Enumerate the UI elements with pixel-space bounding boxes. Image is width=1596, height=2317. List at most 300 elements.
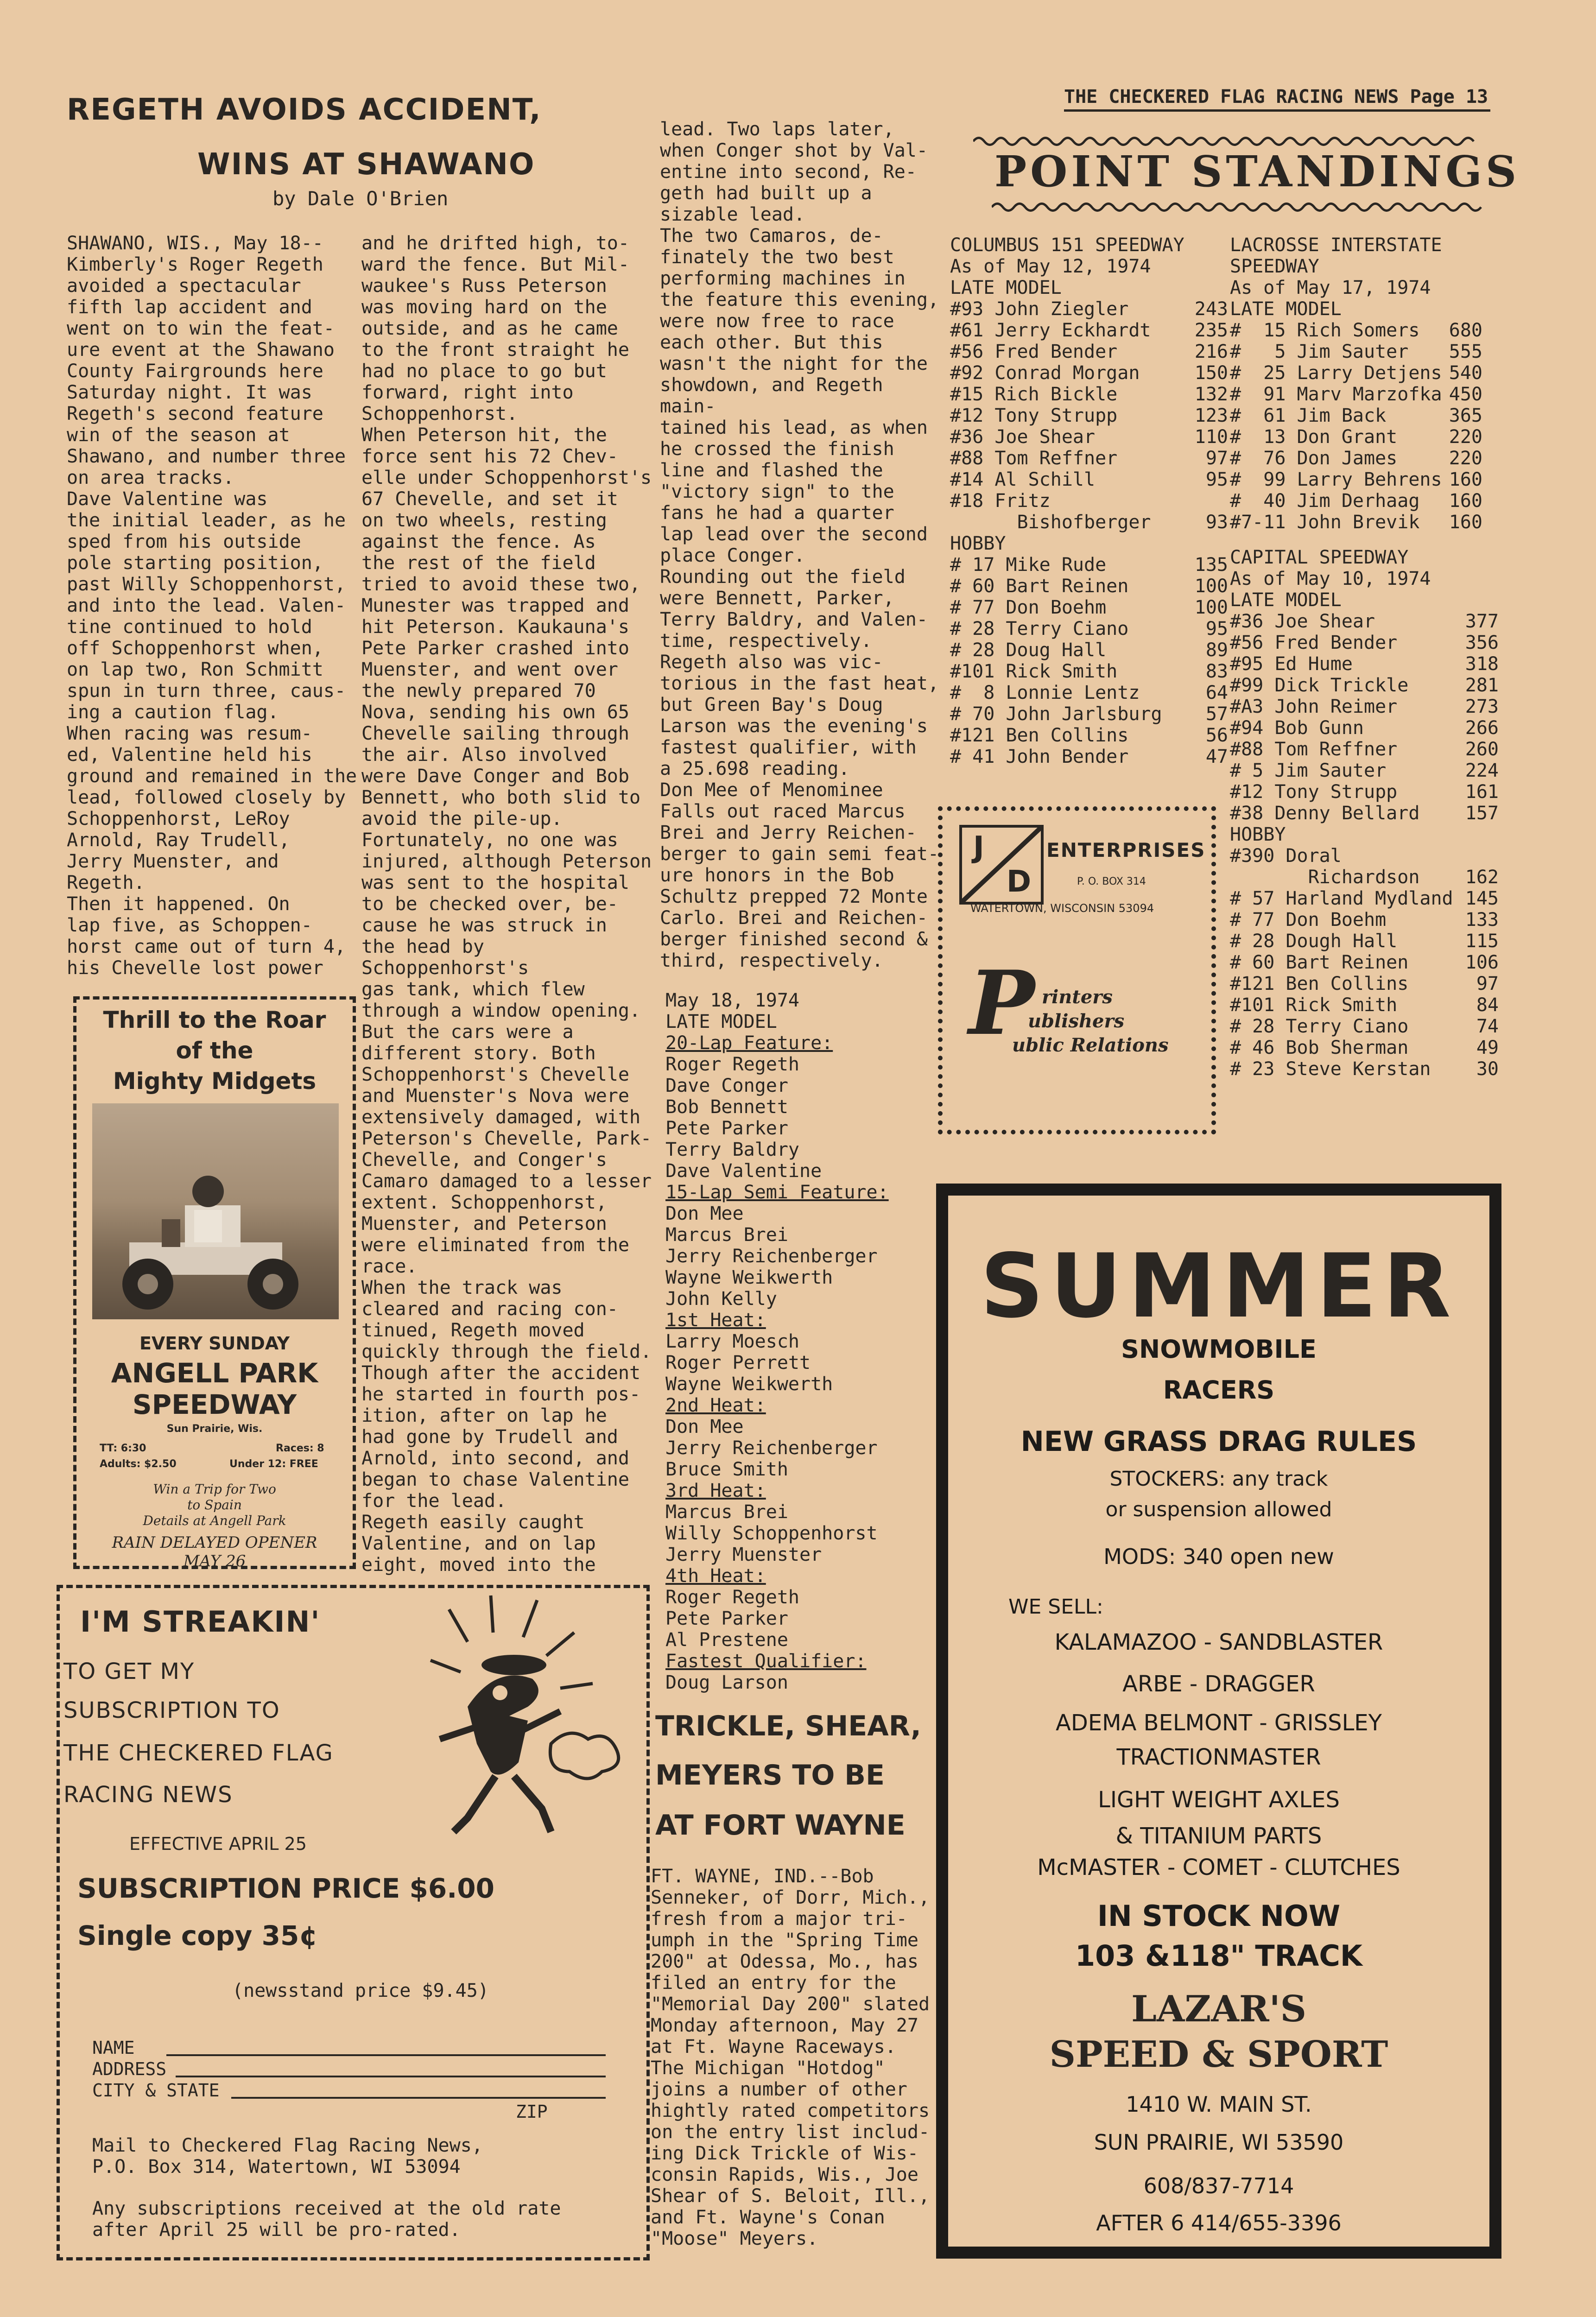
results-entry: Roger Regeth <box>665 1054 799 1075</box>
standings-columbus-late-label: LATE MODEL <box>950 277 1062 298</box>
results-entry: Jerry Muenster <box>665 1544 822 1565</box>
standings-lacrosse-heading: LACROSSE INTERSTATE <box>1230 234 1442 256</box>
standings-driver: #95 Ed Hume <box>1230 653 1353 675</box>
results-section-title: 15-Lap Semi Feature: <box>665 1182 889 1203</box>
standings-row <box>950 469 1228 490</box>
standings-driver: Bishofberger <box>950 512 1151 533</box>
standings-points: 145 <box>1465 888 1499 909</box>
results-entry: Don Mee <box>665 1416 744 1437</box>
standings-columbus-hobby-table <box>950 554 1228 767</box>
jd-name: ENTERPRISES <box>1046 839 1206 861</box>
subscription-form-name-field[interactable] <box>166 2054 606 2056</box>
lazars-ad-phone: 608/837-7714 <box>1143 2173 1294 2198</box>
standings-driver: # 17 Mike Rude <box>950 554 1107 576</box>
results-list <box>665 990 925 1693</box>
standings-points: 57 <box>1205 703 1228 725</box>
standings-driver: #92 Conrad Morgan <box>950 362 1140 384</box>
midget-ad-track1: ANGELL PARK <box>111 1357 318 1389</box>
standings-row <box>1230 1016 1499 1037</box>
standings-row <box>950 725 1228 746</box>
results-entry: Dave Conger <box>665 1075 788 1096</box>
standings-row <box>1230 1037 1499 1058</box>
standings-driver: # 91 Marv Marzofka <box>1230 384 1442 405</box>
standings-points: 106 <box>1465 952 1499 973</box>
standings-row <box>950 703 1228 725</box>
standings-row <box>1230 973 1499 994</box>
results-section-title: 20-Lap Feature: <box>665 1032 833 1054</box>
lazars-ad-mods: MODS: 340 open new <box>1103 1544 1334 1569</box>
standings-points: 235 <box>1194 320 1228 341</box>
results-entry: Wayne Weikwerth <box>665 1374 833 1395</box>
midget-ad-line3: Mighty Midgets <box>113 1068 317 1095</box>
standings-points: 64 <box>1205 682 1228 703</box>
standings-capital-heading: CAPITAL SPEEDWAY <box>1230 547 1409 568</box>
midget-ad-track2: SPEEDWAY <box>132 1389 297 1420</box>
standings-driver: # 57 Harland Mydland <box>1230 888 1453 909</box>
article-byline: by Dale O'Brien <box>272 187 449 210</box>
subscription-ad-mail2: P.O. Box 314, Watertown, WI 53094 <box>92 2156 461 2178</box>
standings-row <box>950 618 1228 639</box>
standings-row <box>950 512 1228 533</box>
standings-row <box>1230 717 1499 739</box>
standings-driver: #56 Fred Bender <box>950 341 1118 362</box>
standings-driver: #18 Fritz <box>950 490 1051 512</box>
jd-city: WATERTOWN, WISCONSIN 53094 <box>970 902 1154 915</box>
standings-driver: # 99 Larry Behrens <box>1230 469 1442 490</box>
standings-points: 95 <box>1205 469 1228 490</box>
standings-lacrosse <box>1230 234 1482 533</box>
standings-row <box>1230 341 1482 362</box>
standings-driver: # 28 Terry Ciano <box>950 618 1129 639</box>
lazars-ad-product4: TRACTIONMASTER <box>1116 1744 1321 1770</box>
standings-row <box>1230 611 1499 632</box>
standings-driver: # 5 Jim Sauter <box>1230 760 1387 781</box>
article-headline-line2: WINS AT SHAWANO <box>197 147 535 182</box>
standings-driver: # 23 Steve Kerstan <box>1230 1058 1431 1080</box>
standings-driver: # 60 Bart Reinen <box>1230 952 1409 973</box>
standings-row <box>950 576 1228 597</box>
standings-row <box>1230 448 1482 469</box>
results-section-title: 1st Heat: <box>665 1310 766 1331</box>
standings-driver: #88 Tom Reffner <box>950 448 1118 469</box>
subscription-ad-line4: RACING NEWS <box>63 1782 233 1808</box>
standings-points: 30 <box>1476 1058 1499 1080</box>
results-entry: Marcus Brei <box>665 1224 788 1246</box>
article2-headline-line2: MEYERS TO BE <box>655 1759 885 1792</box>
standings-row <box>950 448 1228 469</box>
results-entry: Jerry Reichenberger <box>665 1246 878 1267</box>
standings-driver: #93 John Ziegler <box>950 298 1129 320</box>
standings-points: 84 <box>1476 994 1499 1016</box>
subscription-form-zip-label: ZIP <box>516 2102 548 2122</box>
standings-driver: # 61 Jim Back <box>1230 405 1387 426</box>
subscription-form-address-label: ADDRESS <box>92 2059 167 2079</box>
standings-capital-date: As of May 10, 1974 <box>1230 568 1431 589</box>
standings-points: 150 <box>1194 362 1228 384</box>
standings-lacrosse-late-label: LATE MODEL <box>1230 298 1342 320</box>
standings-row <box>950 298 1228 320</box>
standings-points: 123 <box>1194 405 1228 426</box>
article-column-1: SHAWANO, WIS., May 18-- Kimberly's Roger Regeth avoided a spectacular fifth lap accident and went on to win the feat- ure event at the Shawano County Fairgrounds here Saturday night. It was Regeth's second feature win of the season at Shawano, and number three on area tracks. Dave Valentine was the initial leader, as he sped from his outside pole starting position, past Willy Schoppenhorst, and into the lead. Valen- tine continued to hold off Schoppenhorst when, on lap two, Ron Schmitt spun in turn three, caus- ing a caution flag. When racing was resum- ed, Valentine held his ground and remained in the lead, followed closely by Schoppenhorst, LeRoy Arnold, Ray Trudell, Jerry Muenster, and Regeth. Then it happened. On lap five, as Schoppen- horst came out of turn 4, his Chevelle lost power <box>67 233 357 979</box>
standings-row <box>950 597 1228 618</box>
standings-ornament-bottom <box>992 200 1483 214</box>
midget-ad-rain2: MAY 26 <box>183 1552 246 1570</box>
standings-row <box>1230 405 1482 426</box>
article2-body: FT. WAYNE, IND.--Bob Senneker, of Dorr, Mich., fresh from a major tri- umph in the "Spring Time 200" at Odessa, Mo., has filed an entry for the "Memorial Day 200" slated Monday afternoon, May 27 at Ft. Wayne Raceways. The Michigan "Hotdog" joins a number of other hightly rated competitors on the entry list includ- ing Dick Trickle of Wis- consin Rapids, Wis., Joe Shear of S. Beloit, Ill., and Ft. Wayne's Conan "Moose" Meyers. <box>651 1866 930 2249</box>
results-entry: Terry Baldry <box>665 1139 799 1160</box>
subscription-form-city-label: CITY & STATE <box>92 2080 220 2101</box>
midget-ad-adults: Adults: $2.50 <box>100 1458 177 1470</box>
standings-points: 56 <box>1205 725 1228 746</box>
results-sections <box>665 1032 925 1693</box>
standings-driver: # 25 Larry Detjens <box>1230 362 1442 384</box>
standings-row <box>950 320 1228 341</box>
standings-points: 281 <box>1465 675 1499 696</box>
results-section-title: Fastest Qualifier: <box>665 1651 867 1672</box>
subscription-ad-line2: SUBSCRIPTION TO <box>63 1697 280 1723</box>
standings-points: 97 <box>1205 448 1228 469</box>
standings-points: 132 <box>1194 384 1228 405</box>
subscription-ad-title: I'M STREAKIN' <box>80 1605 321 1639</box>
standings-row <box>950 682 1228 703</box>
midget-ad-every-sunday: EVERY SUNDAY <box>139 1333 290 1354</box>
standings-lacrosse-heading2: SPEEDWAY <box>1230 256 1319 277</box>
standings-row <box>1230 909 1499 931</box>
subscription-ad-line1: TO GET MY <box>63 1659 195 1684</box>
results-entry: Roger Perrett <box>665 1352 811 1374</box>
lazars-ad-track: 103 &118" TRACK <box>1075 1939 1362 1973</box>
lazars-ad-we-sell: WE SELL: <box>1008 1595 1103 1619</box>
standings-row <box>950 554 1228 576</box>
lazars-ad-city: SUN PRAIRIE, WI 53590 <box>1094 2130 1344 2155</box>
results-entry: Marcus Brei <box>665 1501 788 1523</box>
subscription-ad-mail1: Mail to Checkered Flag Racing News, <box>92 2135 483 2156</box>
standings-points: 680 <box>1449 320 1482 341</box>
standings-driver: #61 Jerry Eckhardt <box>950 320 1151 341</box>
standings-points: 97 <box>1476 973 1499 994</box>
standings-points: 133 <box>1465 909 1499 931</box>
midget-ad-line2: of the <box>176 1037 253 1064</box>
article-column-3: lead. Two laps later, when Conger shot by Val- entine into second, Re- geth had built up a sizable lead. The two Camaros, de- finately the two best performing machines in the feature this evening, were now free to race each other. But this wasn't the night for the showdown, and Regeth main- tained his lead, as when he crossed the finish line and flashed the "victory sign" to the fans he had a quarter lap lead over the second place Conger. Rounding out the field were Bennett, Parker, Terry Baldry, and Valen- time, respectively. Regeth also was vic- torious in the fast heat, but Green Bay's Doug Larson was the evening's fastest qualifier, with a 25.698 reading. Don Mee of Menominee Falls out raced Marcus Brei and Jerry Reichen- berger to gain semi feat- ure honors in the Bob Schultz prepped 72 Monte Carlo. Brei and Reichen- berger finished second & third, respectively. <box>660 119 939 971</box>
results-entry: Pete Parker <box>665 1608 788 1629</box>
standings-row <box>950 746 1228 767</box>
lazars-ad-racers: RACERS <box>1163 1375 1275 1405</box>
standings-columbus-date: As of May 12, 1974 <box>950 256 1151 277</box>
standings-row <box>1230 845 1499 867</box>
midget-ad-trip1: Win a Trip for Two <box>153 1481 276 1497</box>
standings-row <box>1230 675 1499 696</box>
results-section-title: 4th Heat: <box>665 1565 766 1587</box>
results-entry: Don Mee <box>665 1203 744 1224</box>
standings-row <box>1230 952 1499 973</box>
subscription-form-address-field[interactable] <box>176 2076 606 2077</box>
standings-driver: #101 Rick Smith <box>1230 994 1398 1016</box>
standings-driver: #14 Al Schill <box>950 469 1096 490</box>
lazars-ad-product6: & TITANIUM PARTS <box>1115 1823 1322 1849</box>
standings-capital-late-table <box>1230 611 1499 824</box>
standings-driver: # 5 Jim Sauter <box>1230 341 1409 362</box>
standings-columbus <box>950 234 1228 767</box>
standings-driver: #12 Tony Strupp <box>950 405 1118 426</box>
standings-points: 318 <box>1465 653 1499 675</box>
lazars-ad-rules: NEW GRASS DRAG RULES <box>1020 1425 1417 1458</box>
standings-points: 540 <box>1449 362 1482 384</box>
results-entry: Al Prestene <box>665 1629 788 1651</box>
subscription-form-name-label: NAME <box>92 2038 135 2058</box>
subscription-form-city-field[interactable] <box>231 2097 606 2099</box>
results-section-title: 2nd Heat: <box>665 1395 766 1416</box>
standings-driver: # 28 Terry Ciano <box>1230 1016 1409 1037</box>
lazars-ad-suspension: or suspension allowed <box>1105 1498 1332 1521</box>
standings-row <box>1230 469 1482 490</box>
standings-row <box>1230 632 1499 653</box>
lazars-ad-stockers: STOCKERS: any track <box>1109 1467 1328 1491</box>
standings-driver: #88 Tom Reffner <box>1230 739 1398 760</box>
standings-driver: # 8 Lonnie Lentz <box>950 682 1140 703</box>
subscription-ad-effective: EFFECTIVE APRIL 25 <box>129 1834 307 1854</box>
results-entry: Dave Valentine <box>665 1160 822 1182</box>
subscription-ad-line3: THE CHECKERED FLAG <box>63 1740 334 1766</box>
standings-row <box>1230 1058 1499 1080</box>
standings-points <box>1188 490 1228 512</box>
midget-ad-trip3: Details at Angell Park <box>143 1513 286 1528</box>
standings-driver: #7-11 John Brevik <box>1230 512 1420 533</box>
standings-row <box>950 490 1228 512</box>
midget-ad-trip2: to Spain <box>187 1497 242 1513</box>
subscription-ad-newsstand: (newsstand price $9.45) <box>232 1980 489 2001</box>
results-entry: Roger Regeth <box>665 1587 799 1608</box>
standings-driver: # 76 Don James <box>1230 448 1398 469</box>
lazars-ad-product1: KALAMAZOO - SANDBLASTER <box>1054 1629 1383 1655</box>
standings-points: 157 <box>1465 803 1499 824</box>
article-headline-line1: REGETH AVOIDS ACCIDENT, <box>67 93 542 127</box>
midget-ad-city: Sun Prairie, Wis. <box>166 1423 263 1435</box>
standings-driver: #94 Bob Gunn <box>1230 717 1364 739</box>
standings-driver: # 77 Don Boehm <box>950 597 1107 618</box>
standings-driver: # 13 Don Grant <box>1230 426 1398 448</box>
lazars-ad-after: AFTER 6 414/655-3396 <box>1096 2210 1342 2235</box>
results-section-title: 3rd Heat: <box>665 1480 766 1501</box>
standings-points: 47 <box>1205 746 1228 767</box>
standings-capital-hobby-label: HOBBY <box>1230 824 1286 845</box>
standings-row <box>950 362 1228 384</box>
standings-points <box>1463 845 1499 867</box>
lazars-ad-product2: ARBE - DRAGGER <box>1122 1671 1315 1697</box>
standings-title: POINT STANDINGS <box>994 146 1520 196</box>
standings-points: 74 <box>1476 1016 1499 1037</box>
standings-lacrosse-late-table <box>1230 320 1482 533</box>
article-column-2: and he drifted high, to- ward the fence. But Mil- waukee's Russ Peterson was moving hard on the outside, and as he came to the front straight he had no place to go but forward, right into Schoppenhorst. When Peterson hit, the force sent his 72 Chev- elle under Schoppenhorst's 67 Chevelle, and set it on two wheels, resting against the fence. As the rest of the field tried to avoid these two, Munester was trapped and hit Peterson. Kaukauna's Pete Parker crashed into Muenster, and went over the newly prepared 70 Nova, sending his own 65 Chevelle sailing through the air. Also involved were Dave Conger and Bob Bennett, who both slid to avoid the pile-up. Fortunately, no one was injured, although Peterson was sent to the hospital to be checked over, be- cause he was struck in the head by Schoppenhorst's gas tank, which flew through a window opening. But the cars were a different story. Both Schoppenhorst's Chevelle and Muenster's Nova were extensively damaged, with Peterson's Chevelle, Park- Chevelle, and Conger's Camaro damaged to a lesser extent. Schoppenhorst, Muenster, and Peterson were eliminated from the race. When the track was cleared and racing con- tinued, Regeth moved quickly through the field. Though after the accident he started in fourth pos- ition, after on lap he had gone by Trudell and Arnold, into second, and began to chase Valentine for the lead. Regeth easily caught Valentine, and on lap eight, moved into the <box>361 233 652 1576</box>
standings-points: 93 <box>1205 512 1228 533</box>
lazars-ad-product5: LIGHT WEIGHT AXLES <box>1098 1787 1340 1813</box>
midget-ad-tt: TT: 6:30 <box>100 1443 146 1454</box>
standings-driver: #121 Ben Collins <box>1230 973 1409 994</box>
standings-points: 273 <box>1465 696 1499 717</box>
standings-points: 89 <box>1205 639 1228 661</box>
standings-row <box>1230 696 1499 717</box>
lazars-ad-address: 1410 W. MAIN ST. <box>1126 2092 1312 2117</box>
results-entry: Willy Schoppenhorst <box>665 1523 878 1544</box>
jd-script-publishers: ublishers <box>1028 1010 1125 1032</box>
standings-driver: #121 Ben Collins <box>950 725 1129 746</box>
article2-headline-line1: TRICKLE, SHEAR, <box>655 1710 921 1742</box>
standings-driver: # 40 Jim Derhaag <box>1230 490 1420 512</box>
standings-columbus-hobby-label: HOBBY <box>950 533 1006 554</box>
standings-points: 115 <box>1465 931 1499 952</box>
midget-racing-ad <box>73 996 356 1569</box>
standings-points: 49 <box>1476 1037 1499 1058</box>
standings-row <box>1230 888 1499 909</box>
standings-points: 110 <box>1194 426 1228 448</box>
standings-row <box>1230 320 1482 341</box>
standings-driver: #36 Joe Shear <box>950 426 1096 448</box>
standings-row <box>1230 803 1499 824</box>
standings-driver: #56 Fred Bender <box>1230 632 1398 653</box>
lazars-ad-in-stock: IN STOCK NOW <box>1097 1899 1341 1933</box>
standings-row <box>1230 426 1482 448</box>
jd-script-p: P <box>969 951 1035 1055</box>
standings-points: 100 <box>1194 597 1228 618</box>
standings-capital-hobby-table <box>1230 845 1499 1080</box>
standings-points: 135 <box>1194 554 1228 576</box>
results-entry: John Kelly <box>665 1288 777 1310</box>
standings-driver: #38 Denny Bellard <box>1230 803 1420 824</box>
jd-script-printers: rinters <box>1042 986 1113 1008</box>
results-entry: Wayne Weikwerth <box>665 1267 833 1288</box>
standings-points: 243 <box>1194 298 1228 320</box>
standings-row <box>950 405 1228 426</box>
standings-lacrosse-date: As of May 17, 1974 <box>1230 277 1431 298</box>
lazars-ad-snowmobile: SNOWMOBILE <box>1121 1335 1317 1364</box>
standings-driver: # 28 Dough Hall <box>1230 931 1398 952</box>
standings-driver: # 46 Bob Sherman <box>1230 1037 1409 1058</box>
jd-enterprises-ad <box>938 806 1216 1134</box>
lazars-ad-product7: McMASTER - COMET - CLUTCHES <box>1037 1855 1400 1880</box>
lazars-ad-store-name1: LAZAR'S <box>1131 1988 1306 2030</box>
standings-row <box>1230 760 1499 781</box>
results-entry: Jerry Reichenberger <box>665 1437 878 1459</box>
standings-driver: # 60 Bart Reinen <box>950 576 1129 597</box>
standings-driver: #A3 John Reimer <box>1230 696 1398 717</box>
standings-row <box>1230 994 1499 1016</box>
results-entry: Doug Larson <box>665 1672 788 1693</box>
standings-points: 220 <box>1449 448 1482 469</box>
standings-row <box>950 426 1228 448</box>
standings-points: 216 <box>1194 341 1228 362</box>
article2-headline-line3: AT FORT WAYNE <box>655 1809 906 1842</box>
standings-points: 100 <box>1194 576 1228 597</box>
lazars-ad-product3: ADEMA BELMONT - GRISSLEY <box>1056 1710 1382 1736</box>
standings-points: 95 <box>1205 618 1228 639</box>
standings-row <box>1230 867 1499 888</box>
standings-points: 450 <box>1449 384 1482 405</box>
standings-row <box>950 384 1228 405</box>
subscription-ad-price: SUBSCRIPTION PRICE $6.00 <box>77 1873 494 1904</box>
standings-driver: #12 Tony Strupp <box>1230 781 1398 803</box>
jd-logo-j: J <box>973 830 984 865</box>
standings-points: 220 <box>1449 426 1482 448</box>
standings-columbus-heading: COLUMBUS 151 SPEEDWAY <box>950 234 1184 256</box>
midget-ad-races: Races: 8 <box>276 1443 324 1454</box>
standings-row <box>950 341 1228 362</box>
standings-capital-late-label: LATE MODEL <box>1230 589 1342 611</box>
midget-ad-line1: Thrill to the Roar <box>103 1007 326 1033</box>
lazars-ad-summer: SUMMER <box>980 1235 1457 1337</box>
standings-driver: # 77 Don Boehm <box>1230 909 1387 931</box>
midget-ad-rain1: RAIN DELAYED OPENER <box>112 1533 317 1552</box>
jd-script-public-relations: ublic Relations <box>1012 1034 1169 1056</box>
standings-row <box>1230 781 1499 803</box>
midget-ad-under: Under 12: FREE <box>229 1458 318 1470</box>
standings-driver: # 41 John Bender <box>950 746 1129 767</box>
standings-points: 83 <box>1205 661 1228 682</box>
results-entry: Pete Parker <box>665 1118 788 1139</box>
standings-points: 162 <box>1465 867 1499 888</box>
standings-driver: #99 Dick Trickle <box>1230 675 1409 696</box>
standings-driver: # 15 Rich Somers <box>1230 320 1420 341</box>
results-entry: Larry Moesch <box>665 1331 799 1352</box>
subscription-ad-note1: Any subscriptions received at the old rate <box>92 2198 561 2219</box>
results-date: May 18, 1974 <box>665 990 799 1011</box>
standings-row <box>1230 490 1482 512</box>
standings-points: 161 <box>1465 781 1499 803</box>
standings-driver: #36 Joe Shear <box>1230 611 1375 632</box>
standings-row <box>1230 384 1482 405</box>
standings-driver: # 70 John Jarlsburg <box>950 703 1162 725</box>
midget-car-icon <box>92 1103 339 1319</box>
standings-columbus-late-table <box>950 298 1228 533</box>
standings-driver: #101 Rick Smith <box>950 661 1118 682</box>
streaking-cartoon-icon <box>375 1591 634 1850</box>
results-entry: Bob Bennett <box>665 1096 788 1118</box>
jd-logo <box>959 825 1044 905</box>
standings-points: 160 <box>1449 469 1482 490</box>
running-head: THE CHECKERED FLAG RACING NEWS Page 13 <box>1064 86 1488 108</box>
lazars-ad-store-name2: SPEED & SPORT <box>1049 2033 1388 2076</box>
standings-driver: #390 Doral <box>1230 845 1342 867</box>
standings-points: 160 <box>1449 490 1482 512</box>
standings-row <box>1230 931 1499 952</box>
standings-row <box>1230 362 1482 384</box>
subscription-ad-note2: after April 25 will be pro-rated. <box>92 2219 461 2241</box>
standings-points: 160 <box>1449 512 1482 533</box>
standings-points: 377 <box>1465 611 1499 632</box>
standings-capital <box>1230 547 1499 1080</box>
standings-points: 365 <box>1449 405 1482 426</box>
jd-pobox: P. O. BOX 314 <box>1077 876 1146 887</box>
standings-driver: # 28 Doug Hall <box>950 639 1107 661</box>
standings-row <box>950 661 1228 682</box>
running-head-rule <box>1064 109 1490 112</box>
standings-row <box>1230 739 1499 760</box>
subscription-ad <box>57 1585 650 2260</box>
midget-car-photo <box>92 1103 339 1319</box>
results-division: LATE MODEL <box>665 1011 777 1032</box>
standings-driver: Richardson <box>1230 867 1420 888</box>
standings-points: 224 <box>1465 760 1499 781</box>
standings-row <box>1230 653 1499 675</box>
standings-points: 555 <box>1449 341 1482 362</box>
subscription-ad-single: Single copy 35¢ <box>77 1920 318 1951</box>
standings-driver: #15 Rich Bickle <box>950 384 1118 405</box>
standings-row <box>950 639 1228 661</box>
standings-row <box>1230 512 1482 533</box>
standings-points: 266 <box>1465 717 1499 739</box>
lazars-speed-sport-ad <box>936 1184 1501 2259</box>
standings-points: 260 <box>1465 739 1499 760</box>
results-entry: Bruce Smith <box>665 1459 788 1480</box>
standings-points: 356 <box>1465 632 1499 653</box>
